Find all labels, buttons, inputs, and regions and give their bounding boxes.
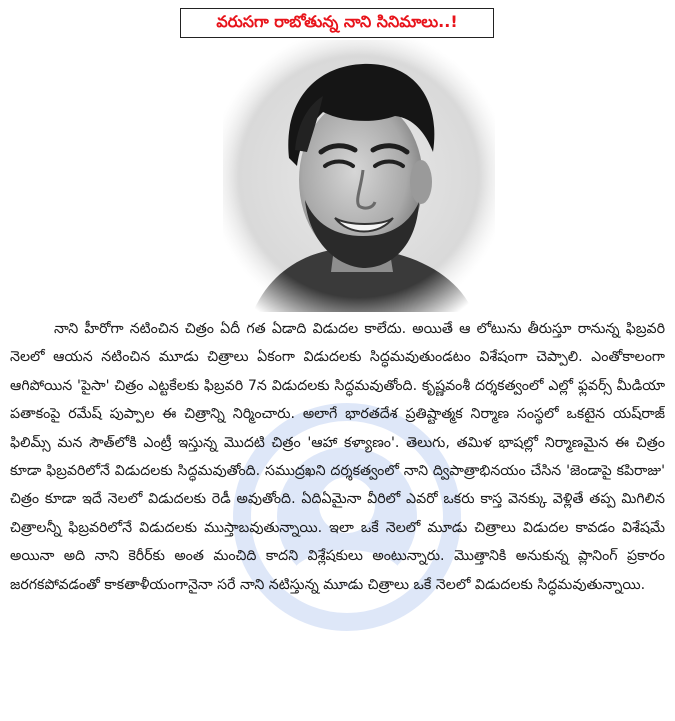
article-body: నాని హీరోగా నటించిన చిత్రం ఏదీ గత ఏడాది విడుదల కాలేదు. అయితే ఆ లోటును తీరుస్తూ రానున్న ఫిబ్రవరి నెలలో ఆయన నటించిన మూడు చిత్రాలు ఏకంగా విడుదలకు సిద్ధమవుతుండటం విశేషంగా చెప్పాలి. ఎంతోకాలంగా ఆగిపోయిన 'పైసా' చిత్రం ఎట్టకేలకు ఫిబ్రవరి 7న విడుదలకు సిద్ధమవుతోంది. కృష్ణవంశీ దర్శకత్వంలో ఎల్లో ఫ్లవర్స్ మీడియా పతాకంపై రమేష్ పుప్పాల ఈ చిత్రాన్ని నిర్మించారు. అలాగే భారతదేశ ప్రతిష్టాత్మక నిర్మాణ సంస్థలో ఒకటైన యష్‌రాజ్ ఫిలిమ్స్ మన సౌత్‌లోకి ఎంట్రీ ఇస్తున్న మొదటి చిత్రం 'ఆహా కళ్యాణం'. తెలుగు, తమిళ భాషల్లో నిర్మాణమైన ఈ చిత్రం కూడా ఫిబ్రవరిలోనే విడుదలకు సిద్ధమవుతోంది. సముద్రఖని దర్శకత్వంలో నాని ద్విపాత్రాభినయం చేసిన 'జెండాపై కపిరాజు' చిత్రం కూడా ఇదే నెలలో విడుదలకు రెడీ అవుతోంది. ఏదిఏమైనా వీరిలో ఎవరో ఒకరు కాస్త వెనక్కు వెళ్లితే తప్ప మిగిలిన చిత్రాలన్నీ ఫిబ్రవరిలోనే విడుదలకు ముస్తాబవుతున్నాయి. ఇలా ఒకే నెలలో మూడు చిత్రాలు విడుదల కావడం విశేషమే అయినా అది నాని కెరీర్‌కు అంత మంచిది కాదని విశ్లేషకులు అంటున్నారు. మొత్తానికి అనుకున్న ప్లానింగ్ ప్రకారం జరగకపోవడంతో కాకతాళీయంగానైనా సరే నాని నటిస్తున్న మూడు చిత్రాలు ఒకే నెలలో విడుదలకు సిద్ధమవుతున్నాయి. [10,321,665,593]
article-headline: వరుసగా రాబోతున్న నాని సినిమాలు..! [216,11,458,31]
headline-box [180,8,494,38]
portrait-photo [223,40,495,312]
portrait-photo-icon [223,40,495,312]
